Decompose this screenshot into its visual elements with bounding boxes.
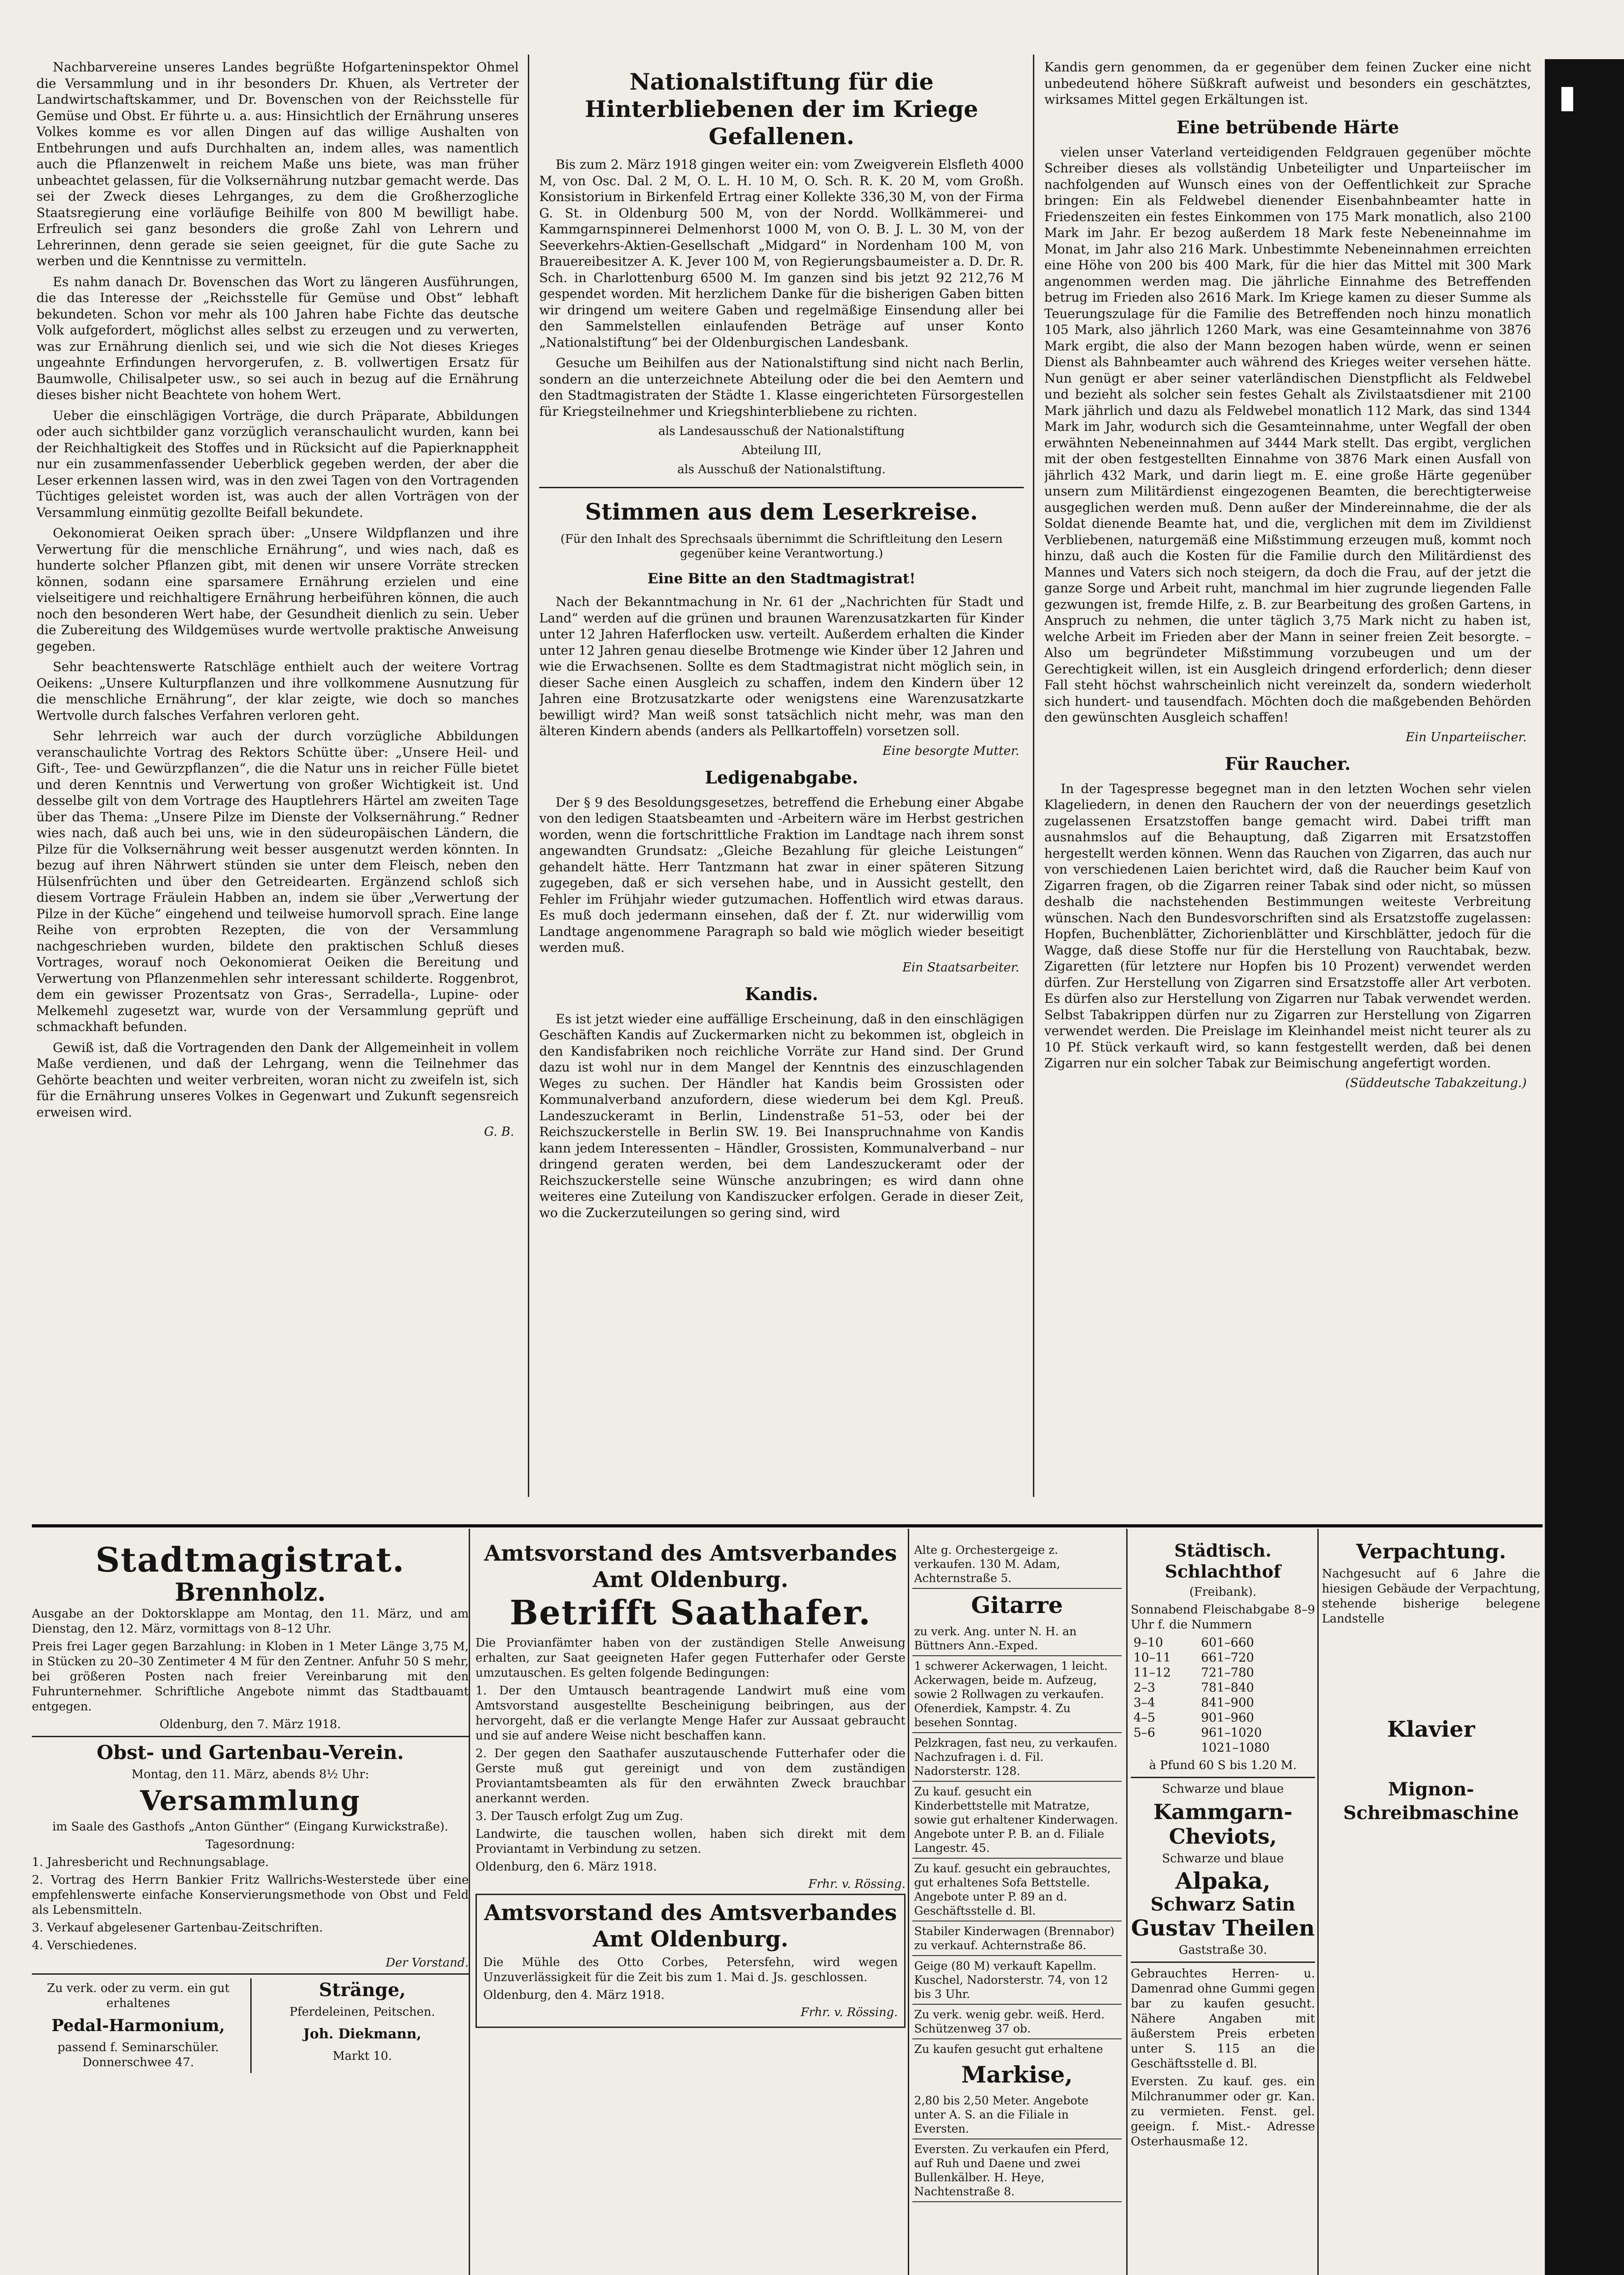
bitte-signature: Eine besorgte Mutter. [882,743,1019,758]
amtsvorstand-2-signature: Frhr. v. Rössing. [800,2006,898,2019]
column-divider [1317,1529,1319,2275]
mignon-headline: Mignon-Schreibmaschine [1343,1779,1519,1824]
straenge-name: Stränge, [319,1979,406,2001]
article-signature: G. B. [484,1125,514,1139]
stiftung-text-2: Gesuche um Beihilfen aus der Nationalstiftung sind nicht nach Berlin, sondern an die unterzeichnete Abteilung oder die bei den Aemtern und den Stadtmagistraten der Städte 1. Klasse eingerichteten Fürsorgestellen für Kriegsteilnehmer und Kriegshinterbliebene zu richten. [539,355,1024,419]
bottom-ads-row [32,1978,469,2073]
obst-headline: Obst- und Gartenbau-Verein. [96,1741,404,1764]
pedal-text: Zu verk. oder zu verm. ein gut erhaltenes [47,1982,230,2010]
article-paragraph: Nachbarvereine unseres Landes begrüßte Hofgarteninspektor Ohmel die Versammlung und in ihr besonders Dr. Khuen, als Vertreter der Landwirtschaftskammer, und Dr. Bovenschen von der Reichsstelle für Gemüse und Obst. Er führte u. a. aus: Hinsichtlich der Ernährung unseres Volkes komme es vor allen Dingen auf das willige Aushalten von Entbehrungen und aufs Durchhalten an, indem alles, was namentlich auch die Pflanzenwelt in reichem Maße uns biete, was man früher unbeachtet gelassen, für die Volksernährung nutzbar gemacht werde. Das sei der Zweck dieses Lehrganges, zu dem die Großherzogliche Staatsregierung eine vorläufige Beihilfe von 800 M bewilligt habe. Erfreulich sei ganz besonders die große Zahl von Lehrern und Lehrerinnen, denn gerade sie seien geeignet, für die gute Sache zu werben und die Kenntnisse zu vermitteln. [36,60,519,268]
saathafer-signature: Frhr. v. Rössing. [808,1877,906,1891]
small-ad: Alte g. Orchestergeige z. verkaufen. 130 M. Adam, Achternstraße 5. [912,1540,1122,1589]
kammgarn-top: Schwarze und blaue [1162,1782,1284,1796]
schlachthof-schedule [1131,1635,1315,1755]
obst-agenda-item: 3. Verkauf abgelesener Gartenbau-Zeitschriften. [32,1921,323,1935]
ad-rule [32,1736,469,1737]
article-paragraph: Es nahm danach Dr. Bovenschen das Wort zu längeren Ausführungen, die das Interesse der „Reichsstelle für Gemüse und Obst“ lebhaft bekundeten. Schon vor mehr als 100 Jahren habe Fichte das deutsche Volk aufgefordert, möglichst alles selbst zu erzeugen und zu verwerten, was zur Ernährung dienlich sei, und wie sich die Not dieses Krieges ungeahnte Erfindungen hervorgerufen, z. B. vollwertigen Ersatz für Baumwolle, Chilisalpeter usw., so sei auch in bezug auf die Ernährung dieses bisher nicht Beachtete von hohem Wert. [36,274,519,402]
small-ad: Pelzkragen, fast neu, zu verkaufen. Nachzufragen i. d. Fil. Nadorsterstr. 128. [912,1733,1122,1782]
schedule-time: 2–3 [1133,1681,1155,1695]
small-ad: Zu verk. wenig gebr. weiß. Herd. Schützenweg 37 ob. [912,2005,1122,2039]
saathafer-date: Oldenburg, den 6. März 1918. [476,1860,657,1874]
versammlung-headline: Versammlung [140,1785,361,1817]
raucher-text: In der Tagespresse begegnet man in den letzten Wochen sehr vielen Klageliedern, in denen den Rauchern der von der neuerdings gesetzlich zugelassenen Ersatzstoffen bange gemacht wird. Dabei trifft man ausnahmslos auf die Behauptung, daß Zigarren mit Ersatzstoffen hergestellt werden können. Wenn das Rauchen von Zigarren, das auch nur von verschiedenen Laien berichtet wird, daß die Raucher beim Kauf von Zigarren fragen, ob die Zigarren reiner Tabak sind oder nicht, so müssen deshalb die nachstehenden Bestimmungen weiteste Verbreitung wünschen. Nach den Bundesvorschriften sind als Ersatzstoffe zugelassen: Hopfen, Buchenblätter, Zichorienblätter und Kirschblätter, jedoch für die Wagge, daß diese Stoffe nur für die Herstellung von Rauchtabak, bezw. Zigaretten (für letztere nur Hopfen bis 10 Prozent) verwendet werden dürfen. Zur Herstellung von Zigarren sind Ersatzstoffe aller Art verboten. Es dürfen also zur Herstellung von Zigarren nur Tabak verwendet werden. Selbst Tabakrippen dürfen nur zu Zigarren zur Herstellung von Zigarren verwendet werden. Die Preislage im Kleinhandel meist nicht teurer als zu 10 Pf. Stück verkauft wird, so kann festgestellt werden, daß bei denen Zigarren nur ein solcher Tabak zur Beimischung angefertigt worden. [1044,781,1531,1071]
kandis-headline: Kandis. [745,983,818,1004]
article-paragraph: Ueber die einschlägigen Vorträge, die durch Präparate, Abbildungen oder auch sichtbilder ganz vorzüglich veranschaulicht wurden, kann bei der Reichhaltigkeit des Stoffes und in Rücksicht auf die Papierknappheit nur ein zusammenfassender Ueberblick gegeben werden, der aber die Leser erkennen lassen wird, was in den zwei Tagen von den Vortragenden Tüchtiges geleistet worden ist, was auch der allen Vorträgen von der Versammlung einmütig gezollte Beifall bekundete. [36,408,519,520]
stiftung-text: Bis zum 2. März 1918 gingen weiter ein: vom Zweigverein Elsfleth 4000 M, von Osc. Dal. 2 M, O. L. H. 10 M, O. Sch. R. K. 20 M, vom Großh. Konsistorium in Birkenfeld Ertrag einer Kollekte 336,30 M, von der Firma G. St. in Oldenburg 500 M, von der Nordd. Wollkämmerei- und Kammgarnspinnerei Delmenhorst 1000 M, von O. B. J. L. 30 M, von der Seeverkehrs-Aktien-Gesellschaft „Midgard“ in Nordenham 100 M, von Brauereibesitzer A. K. Jever 100 M, von Regierungsbaumeister a. D. Dr. R. Sch. in Charlottenburg 6500 M. Im ganzen sind bis jetzt 92 212,76 M gespendet worden. Mit herzlichem Danke für die bisherigen Gaben bitten wir dringend um weitere Gaben und regelmäßige Einsendung aller bei den Sammelstellen einlaufenden Beträge auf unser Konto „Nationalstiftung“ bei der Oldenburgischen Landesbank. [539,157,1024,350]
schedule-time: 11–12 [1133,1666,1171,1680]
bitte-headline: Eine Bitte an den Stadtmagistrat! [648,571,916,587]
amtsvorstand-2-text: Die Mühle des Otto Corbes, Petersfehn, wird wegen Unzuverlässigkeit für die Zeit bis zum 1. Mai d. Js. geschlossen. [483,1956,898,1984]
straenge-firm: Joh. Diekmann, [303,2026,421,2042]
satin-headline: Schwarz Satin [1150,1894,1295,1915]
haerte-headline: Eine betrübende Härte [1176,116,1399,137]
leserkreise-disclaimer: (Für den Inhalt des Sprechsaals übernimmt die Schriftleitung den Lesern gegenüber keine Verantwortung.) [560,532,1003,561]
ad-rule [1131,1962,1315,1963]
saathafer-text: Die Provianfämter haben von der zuständigen Stelle Anweisung erhalten, zur Saat geeigneten Hafer gegen Futterhafer oder Gerste umzutauschen. Es gelten folgende Bedingungen: [476,1636,906,1680]
gebraucht-ad: Gebrauchtes Herren- u. Damenrad ohne Gummi gegen bar zu kaufen gesucht. Nähere Angaben mit äußerstem Preis erbeten unter S. 115 an die Geschäftsstelle d. Bl. [1131,1967,1315,2071]
small-ad: Zu kauf. gesucht ein Kinderbettstelle mit Matratze, sowie gut erhaltener Kinderwagen. Angebote unter P. B. an d. Filiale Langestr. 45. [912,1782,1122,1859]
column-divider [1033,55,1034,1497]
small-ad: zu verk. Ang. unter N. H. an Büttners Ann.-Exped. [912,1622,1122,1656]
column-1 [36,59,519,1497]
amtsvorstand-2-headline: Amtsvorstand des Amtsverbandes Amt Oldenburg. [484,1900,897,1952]
straenge-text: Pferdeleinen, Peitschen. [289,2005,435,2019]
schedule-time: 3–4 [1133,1696,1155,1710]
schedule-row [1131,1680,1315,1695]
column-2 [539,59,1024,1497]
obst-agenda-item: 4. Verschiedenes. [32,1939,137,1952]
amtsvorstand-headline: Amtsvorstand des Amtsverbandes Amt Oldenburg. [484,1541,897,1592]
straenge-address: Markt 10. [333,2049,392,2063]
ad-rule [1131,1777,1315,1778]
schedule-time [1131,1740,1198,1755]
verpachtung-text: Nachgesucht auf 6 Jahre die hiesigen Gebäude der Verpachtung, stehende bisherige belegene Landstelle [1322,1567,1540,1626]
obst-tagesordnung: Tagesordnung: [205,1838,295,1851]
schedule-time: 10–11 [1133,1651,1171,1665]
saathafer-item: 1. Der den Umtausch beantragende Landwirt muß eine vom Amtsvorstand ausgestellte Bescheinigung beibringen, aus der hervorgeht, daß er die verlangte Menge Hafer zur Aussaat gebraucht und sie auf andere Weise nicht beschaffen kann. [476,1684,906,1743]
obst-place: im Saale des Gasthofs „Anton Günther“ (Eingang Kurwickstraße). [52,1820,449,1834]
column-divider [908,1529,909,2275]
ads-column-2 [476,1540,906,2275]
stiftung-signature-3: als Ausschuß der Nationalstiftung. [677,463,886,476]
saathafer-item: 2. Der gegen den Saathafer auszutauschende Futterhafer oder die Gerste muß gut gereinigt und von dem zuständigen Proviantamtsbeamten als für den erwähnten Zweck brauchbar anerkannt werden. [476,1747,906,1805]
schedule-row [1131,1665,1315,1680]
small-ad: 1 schwerer Ackerwagen, 1 leicht. Ackerwagen, beide m. Aufzeug, sowie 2 Rollwagen zu verkaufen. Ofenerdiek, Kampstr. 4. Zu besehen Sonntag. [912,1656,1122,1733]
article-paragraph: Gewiß ist, daß die Vortragenden den Dank der Allgemeinheit in vollem Maße verdienen, und daß der Lehrgang, wenn die Teilnehmer das Gehörte beachten und weiter verbreiten, woran nicht zu zweifeln ist, sich für die Ernährung unseres Volkes in Gegenwart und Zukunft segensreich erweisen wird. [36,1040,519,1120]
small-ad-headline: Gitarre [971,1592,1063,1618]
schlachthof-headline: Städtisch. Schlachthof [1165,1540,1281,1582]
column-divider [1126,1529,1128,2275]
schedule-numbers: 1021–1080 [1201,1741,1270,1755]
amtsvorstand-2-box [476,1894,906,2028]
kammgarn-mid: Schwarze und blaue [1162,1852,1284,1866]
small-ad-headline: Markise, [961,2061,1073,2088]
section-rule [539,487,1024,488]
schedule-row [1131,1740,1315,1755]
article-paragraph: Sehr beachtenswerte Ratschläge enthielt auch der weitere Vortrag Oeikens: „Unsere Kulturpflanzen und ihre vollkommene Ausnutzung für die menschliche Ernährung“, der klar zeigte, wie doch so manches Wertvolle durch falsches Verfahren verloren geht. [36,659,519,723]
pedal-name: Pedal-Harmonium, [51,2016,225,2035]
ads-column-4 [1131,1540,1315,2275]
schedule-numbers: 781–840 [1201,1681,1254,1695]
schedule-row [1131,1710,1315,1725]
theilen-firm: Gustav Theilen [1131,1916,1315,1941]
ad-rule [32,1973,469,1975]
small-ad: Stabiler Kinderwagen (Brennabor) zu verkauf. Achternstraße 86. [912,1921,1122,1956]
haerte-text: vielen unser Vaterland verteidigenden Feldgrauen gegenüber möchte Schreiber dieses als vollständig Unbeteiligter und Unparteiischer im nachfolgenden auf Wunsch eines von der Oeffentlichkeit zur Sprache bringen: Ein als Feldwebel dienender Eisenbahnbeamter hatte in Friedenszeiten ein festes Einkommen von 175 Mark monatlich, also 2100 Mark im Jahr. Er bezog außerdem 18 Mark feste Nebeneinnahme im Monat, im Jahr also 216 Mark. Unbestimmte Nebeneinnahmen erreichten eine Höhe von 200 bis 400 Mark, für die hier das Mittel mit 300 Mark angenommen werden mag. Die jährliche Einnahme des Betreffenden betrug im Frieden also 2616 Mark. Im Kriege kamen zu dieser Summe als Teuerungszulage für die Familie des Betreffenden noch hinzu monatlich 105 Mark, also jährlich 1260 Mark, was eine Gesamteinnahme von 3876 Mark ergibt, die also der Mann bezogen haben würde, wenn er seinen Dienst als Bahnbeamter auch während des Krieges weiter versehen hätte. Nun genügt er aber seiner vaterländischen Dienstpflicht als Feldwebel und bezieht als solcher sein festes Gehalt als Zivilstaatsdiener mit 2100 Mark jährlich und dazu als Feldwebel monatlich 112 Mark, das sind 1344 Mark im Jahr, wodurch sich die Gesamteinnahme, unter Wegfall der oben erwähnten Nebeneinnahmen auf 3444 Mark stellt. Das ergibt, verglichen mit der oben festgestellten Einnahme von 3876 Mark einen Ausfall von jährlich 432 Mark, und darin liegt m. E. eine große Härte gegenüber unsern zum Militärdienst eingezogenen Beamten, die berechtigterweise ausgeglichen werden muß. Denn außer der Mindereinnahme, die der als Soldat dienende Beamte hat, und die, verglichen mit dem im Zivildienst Verbliebenen, naturgemäß eine Mißstimmung erzeugen muß, kommt noch hinzu, daß auch die Kosten für die Familie durch den Militärdienst des Mannes und Vaters sich noch steigern, da doch die Frau, auf der jetzt die ganze Sorge und Arbeit ruht, manchmal im hier zugrunde liegenden Falle gezwungen ist, fremde Hilfe, z. B. zur Bearbeitung des großen Gartens, in Anspruch zu nehmen, die unter täglich 3,75 Mark nicht zu haben ist, welche Arbeit im Frieden aber der Mann in seiner freien Zeit besorgte. – Also um begründeter Mißstimmung vorzubeugen und um der Gerechtigkeit willen, ist ein Ausgleich dringend erforderlich; denn dieser Fall steht höchst wahrscheinlich nicht vereinzelt da, sondern wiederholt sich hundert- und tausendfach. Möchten doch die maßgebenden Behörden den gewünschten Ausgleich schaffen! [1044,144,1531,725]
kandis-continuation: Kandis gern genommen, da er gegenüber dem feinen Zucker eine nicht unbedeutend höhere Süßkraft aufweist und besonders ein geschätztes, wirksames Mittel gegen Erkältungen ist. [1044,60,1531,107]
small-ad: Geige (80 M) verkauft Kapellm. Kuschel, Nadorsterstr. 74, von 12 bis 3 Uhr. [912,1956,1122,2005]
brennholz-text: Ausgabe an der Doktorsklappe am Montag, den 11. März, und am Dienstag, den 12. März, vormittags von 8–12 Uhr. [32,1607,469,1636]
straenge-ad [250,1978,469,2073]
small-ad: Zu kaufen gesucht gut erhaltene [914,2042,1103,2056]
column-divider [469,1529,470,2275]
edge-fragment: ▮ [1558,77,1576,115]
saathafer-item: 3. Der Tausch erfolgt Zug um Zug. [476,1810,683,1823]
stadtmagistrat-headline: Stadtmagistrat. [95,1541,405,1580]
ads-column-3 [912,1540,1122,2275]
small-ad: 2,80 bis 2,50 Meter. Angebote unter A. S. an die Filiale in Eversten. [912,2091,1122,2139]
ads-separator [32,1524,1543,1527]
kandis-text: Es ist jetzt wieder eine auffällige Erscheinung, daß in den einschlägigen Geschäften Kandis auf Zuckermarken nicht zu bekommen ist, obgleich in den Kandisfabriken noch reichliche Vorräte zur Hand sind. Der Grund dazu ist wohl nur in dem Mangel der Kenntnis des einzuschlagenden Weges zu suchen. Der Händler hat Kandis beim Grossisten oder Kommunalverband anzufordern, diese wiederum bei dem Kgl. Preuß. Landeszuckeramt in Berlin, Lindenstraße 51–53, oder bei der Reichszuckerstelle in Berlin SW. 19. Bei Inanspruchnahme von Kandis kann jedem Interessenten – Händler, Grossisten, Kommunalverband – nur dringend geraten werden, bei dem Landeszuckeramt oder der Reichszuckerstelle seine Wünsche anzubringen; es wird dann ohne weiteres eine Zuteilung von Kandiszucker erfolgen. Gerade in dieser Zeit, wo die Zuckerzuteilungen so gering sind, wird [539,1011,1024,1220]
verpachtung-headline: Verpachtung. [1356,1540,1506,1563]
eversten-ad: Eversten. Zu kauf. ges. ein Milchranummer oder gr. Kan. zu vermieten. Fenst. gel. geeign. f. Mist.- Adresse Osterhausmaße 12. [1131,2075,1315,2149]
schlachthof-text: Sonnabend Fleischabgabe 8–9 Uhr f. die Nummern [1131,1603,1315,1632]
pedal-ad [32,1978,245,2073]
schedule-row [1131,1725,1315,1740]
ledigenabgabe-text: Der § 9 des Besoldungsgesetzes, betreffend die Erhebung einer Abgabe von den ledigen Staatsbeamten und -Arbeitern wäre im Herbst gestrichen worden, wenn die fortschrittliche Fraktion im Landtage nach ihrem sonst angewandten Grundsatz: „Gleiche Bezahlung für gleiche Leistungen“ gehandelt hätte. Herr Tantzmann hat zwar in einer späteren Sitzung zugegeben, daß er sich versehen habe, und in Aussicht gestellt, den Fehler im Frühjahr wieder gutzumachen. Hoffentlich wird etwas daraus. Es muß doch jedermann einsehen, daß der f. Zt. nur widerwillig vom Landtage angenommene Paragraph so bald wie möglich wieder beseitigt werden muß. [539,794,1024,955]
article-paragraph: Sehr lehrreich war auch der durch vorzügliche Abbildungen veranschaulichte Vortrag des Rektors Schütte über: „Unsere Heil- und Gift-, Tee- und Gewürzpflanzen“, die die Natur uns in reicher Fülle bietet und deren Kenntnis und Verwertung von großer Wichtigkeit ist. Und desselbe gilt von dem Vortrage des Hauptlehrers Härtel am zweiten Tage über das Thema: „Unsere Pilze im Dienste der Volksernährung.“ Redner wies nach, daß auch bei uns, wie in den südeuropäischen Ländern, die Pilze für die Volksernährung weit besser ausgenutzt werden könnten. In bezug auf ihren Nährwert stünden sie unter dem Fleisch, neben den Hülsenfrüchten und über den Getreidearten. Ergänzend schloß sich diesem Vortrage Fräulein Habben an, indem sie über „Verwertung der Pilze in der Küche“ eingehend und teilweise humorvoll sprach. Eine lange Reihe von erprobten Rezepten, die von der Versammlung nachgeschrieben wurden, bildete den praktischen Schluß dieses Vortrages, worauf noch Oekonomierat Oeiken die Bereitung und Verwertung von Pflanzenmehlen sehr interessant schilderte. Roggenbrot, dem ein gewisser Prozentsatz von Gras-, Serradella-, Lupine- oder Melkemehl zugesetzt war, wurde von der Versammlung geprüft und schmackhaft befunden. [36,728,519,1034]
brennholz-text-2: Preis frei Lager gegen Barzahlung: in Kloben in 1 Meter Länge 3,75 M, in Stücken zu 20–30 Zentimeter 4 M für den Zentner. Anfuhr 50 S mehr, bei größeren Posten nach freier Vereinbarung mit den Fuhrunternehmer. Schriftliche Angebote nimmt das Stadtbauamt entgegen. [32,1640,469,1714]
klavier-headline: Klavier [1387,1717,1475,1742]
ads-column-1 [32,1540,469,2275]
brennholz-headline: Brennholz. [174,1577,326,1607]
schedule-numbers: 961–1020 [1201,1726,1262,1740]
schlachthof-price: à Pfund 60 S bis 1.20 M. [1149,1759,1297,1772]
raucher-headline: Für Raucher. [1224,753,1351,774]
obst-date: Montag, den 11. März, abends 8½ Uhr: [132,1768,369,1781]
schedule-row [1131,1695,1315,1710]
adjacent-page-edge [1545,59,1624,2275]
ledigenabgabe-signature: Ein Staatsarbeiter. [902,960,1019,975]
small-ad: Eversten. Zu verkaufen ein Pferd, auf Ruh und Daene und zwei Bullenkälber. H. Heye, Nachtenstraße 8. [912,2139,1122,2202]
pedal-address: passend f. Seminarschüler. Donnerschwee 47. [57,2041,219,2069]
schedule-numbers: 841–900 [1201,1696,1254,1710]
haerte-signature: Ein Unparteiischer. [1406,730,1527,744]
brennholz-date: Oldenburg, den 7. März 1918. [159,1718,341,1731]
schedule-numbers: 661–720 [1201,1651,1254,1665]
schedule-time: 5–6 [1133,1726,1155,1740]
ads-column-5 [1322,1540,1540,2275]
saathafer-text-2: Landwirte, die tauschen wollen, haben sich direkt mit dem Proviantamt in Verbindung zu setzen. [476,1827,906,1856]
amtsvorstand-2-date: Oldenburg, den 4. März 1918. [483,1988,665,2002]
bitte-text: Nach der Bekanntmachung in Nr. 61 der „Nachrichten für Stadt und Land“ werden auf die grünen und braunen Warenzusatzkarten für Kinder unter 12 Jahren Haferflocken usw. verteilt. Außerdem erhalten die Kinder unter 12 Jahren genau dieselbe Brotmenge wie Kinder über 12 Jahren und wie die Erwachsenen. Sollte es dem Stadtmagistrat nicht möglich sein, in dieser Sache einen Ausgleich zu schaffen, indem den Kindern über 12 Jahren eine Brotzusatzkarte oder wenigstens eine Warenzusatzkarte bewilligt wird? Man weiß sonst tatsächlich nicht mehr, was man den älteren Kindern abends (anders als Pellkartoffeln) vorsetzen soll. [539,594,1024,738]
alpaka-headline: Alpaka, [1175,1867,1271,1894]
obst-agenda-item: 2. Vortrag des Herrn Bankier Fritz Wallrichs-Westerstede über eine empfehlenswerte einfache Konservierungsmethode von Obst und Feld als Lebensmitteln. [32,1873,469,1917]
kammgarn-headline: Kammgarn-Cheviots, [1153,1800,1293,1849]
small-ad: Zu kauf. gesucht ein gebrauchtes, gut erhaltenes Sofa Bettstelle. Angebote unter P. 89 an d. Geschäftsstelle d. Bl. [912,1859,1122,1921]
obst-signature: Der Vorstand. [385,1956,469,1970]
stiftung-signature-1: als Landesausschuß der Nationalstiftung [658,425,905,438]
saathafer-headline: Betrifft Saathafer. [510,1593,871,1633]
schedule-time: 9–10 [1133,1636,1164,1650]
column-3 [1044,59,1531,1497]
schedule-numbers: 601–660 [1201,1636,1254,1650]
theilen-address: Gaststraße 30. [1179,1943,1267,1957]
stiftung-headline: Nationalstiftung für die Hinterbliebenen der im Kriege Gefallenen. [585,68,978,150]
stiftung-signature-2: Abteilung III, [741,444,822,457]
leserkreise-headline: Stimmen aus dem Leserkreise. [585,498,978,525]
schedule-row [1131,1650,1315,1665]
schlachthof-sub: (Freibank). [1189,1585,1257,1599]
schedule-numbers: 721–780 [1201,1666,1254,1680]
raucher-signature: (Süddeutsche Tabakzeitung.) [1345,1076,1527,1090]
schedule-row [1131,1635,1315,1650]
schedule-numbers: 901–960 [1201,1711,1254,1725]
ledigenabgabe-headline: Ledigenabgabe. [705,767,858,788]
schedule-time: 4–5 [1133,1711,1155,1725]
article-paragraph: Oekonomierat Oeiken sprach über: „Unsere Wildpflanzen und ihre Verwertung für die menschliche Ernährung“, und wies nach, daß es hunderte solcher Pflanzen gibt, mit denen wir unsere Vorräte strecken können, sodann eine sparsamere Ernährung erzielen und eine vielseitigere und reichhaltigere Ernährung herbeiführen können, die auch noch den besonderen Wert habe, der Gesundheit dienlich zu sein. Ueber die Zubereitung des Wildgemüses wurde wertvolle praktische Anweisung gegeben. [36,526,519,654]
obst-agenda-item: 1. Jahresbericht und Rechnungsablage. [32,1855,269,1869]
column-divider [528,55,529,1497]
